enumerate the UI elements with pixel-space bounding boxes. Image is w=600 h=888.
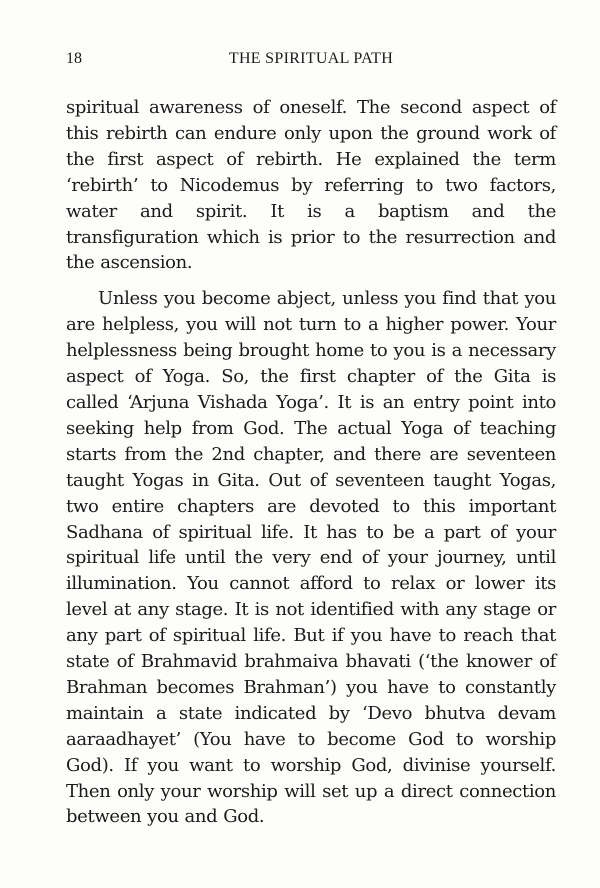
running-title: THE SPIRITUAL PATH xyxy=(228,50,394,67)
body-text xyxy=(66,95,556,830)
paragraph-2: Unless you become abject, unless you find that you are helpless, you will not turn to a higher power. Your helplessness being brought home to you is a necessary aspect of Yoga. So, the first chapter of the Gita is called ‘Arjuna Vishada Yoga’. It is an entry point into seeking help from God. The actual Yoga of teaching starts from the 2nd chapter, and there are seventeen taught Yogas in Gita. Out of seventeen taught Yogas, two entire chapters are devoted to this important Sadhana of spiritual life. It has to be a part of your spiritual life until the very end of your journey, until illumination. You cannot afford to relax or lower its level at any stage. It is not identified with any stage or any part of spiritual life. But if you have to reach that state of Brahmavid brahmaiva bhavati (‘the knower of Brahman becomes Brahman’) you have to constantly maintain a state indicated by ‘Devo bhutva devam aaraadhayet’ (You have to become God to worship God). If you want to worship God, divinise yourself. Then only your worship will set up a direct connection between you and God. xyxy=(66,288,556,828)
paragraph-1: spiritual awareness of oneself. The second aspect of this rebirth can endure only upon the ground work of the first aspect of rebirth. He explained the term ‘rebirth’ to Nicodemus by referring to two factors, water and spirit. It is a baptism and the transfiguration which is prior to the resurrection and the ascension. xyxy=(66,97,556,274)
page-number: 18 xyxy=(66,50,82,67)
